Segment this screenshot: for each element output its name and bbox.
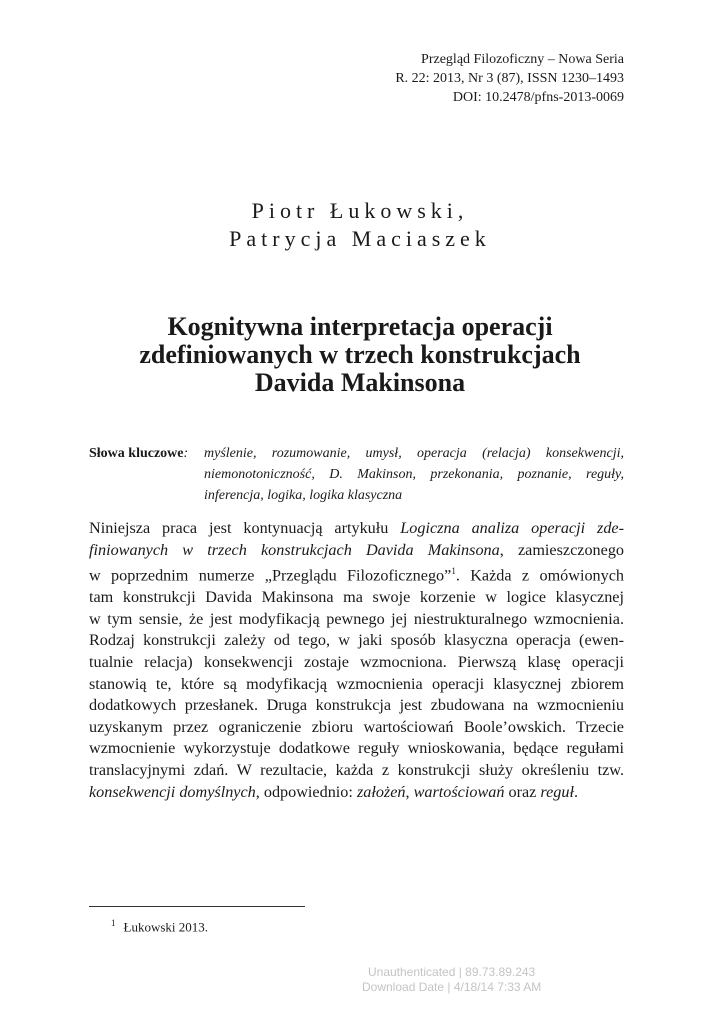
abstract-paragraph (89, 518, 624, 803)
body-line (89, 518, 624, 540)
body-text-segment: , (405, 782, 414, 801)
body-line (89, 540, 624, 562)
body-text-segment: , odpowiednio: (255, 782, 357, 801)
body-text-segment: Niniejsza praca jest kontynuacją artykułu (89, 519, 389, 537)
body-line: translacyjnymi zdań. W rezultacie, każda z konstrukcji służy określeniu tzw. (89, 760, 624, 779)
watermark-line-1: Unauthenticated | 89.73.89.243 (367, 965, 536, 979)
keywords-text: myślenie, rozumowanie, umysł, operacja (relacja) konsekwencji, niemonotoniczność, D. Makinson, przekonania, poznanie, reguły, inferencja, logika, logika klasyczna (204, 446, 624, 503)
paper-title (70, 313, 650, 397)
keywords-colon: : (183, 446, 189, 461)
author-2: Patrycja Maciaszek (229, 226, 491, 251)
footnote (111, 915, 208, 935)
italic-term: reguł (540, 782, 574, 801)
italic-term: wartościowań (413, 782, 505, 801)
author-1: Piotr Łukowski, (251, 198, 469, 223)
download-watermark (362, 965, 541, 995)
body-text-segment: oraz (504, 782, 541, 801)
keywords-label (89, 443, 188, 464)
body-line: tam konstrukcji Davida Makinsona ma swoje korzenie w logice klasycznej (89, 588, 624, 607)
journal-doi: DOI: 10.2478/pfns-2013-0069 (452, 90, 624, 105)
body-line: w tym sensie, że jest modyfikacją pewnego jej niestrukturalnego wzmocnienia. (89, 609, 624, 628)
body-text-segment: w poprzednim numerze „Przeglądu Filozoficznego” (89, 566, 452, 585)
cited-title: finiowanych w trzech konstrukcjach Davida Makinsona (89, 540, 500, 559)
watermark-line-2: Download Date | 4/18/14 7:33 AM (362, 980, 542, 994)
body-line (89, 561, 624, 587)
body-line (89, 782, 624, 804)
italic-term: założeń (356, 782, 406, 801)
cited-title: Logiczna analiza operacji zde- (400, 519, 624, 537)
body-line: Rodzaj konstrukcji zależy od tego, w jaki sposób klasyczna operacja (ewen- (89, 631, 624, 650)
authors (0, 197, 720, 253)
footnote-divider (89, 906, 305, 907)
italic-term: konsekwencji domyślnych (89, 782, 256, 801)
body-text-segment: . Każda z omówionych (455, 566, 624, 585)
footnote-text: Łukowski 2013. (123, 919, 208, 935)
footnote-number: 1 (111, 918, 116, 928)
body-text-segment: , zamieszczonego (499, 540, 625, 559)
keywords-label-text: Słowa kluczowe (89, 446, 184, 461)
title-line-3: Davida Makinsona (254, 368, 466, 397)
title-line-1: Kognitywna interpretacja operacji (167, 312, 553, 341)
body-line: stanowią te, które są modyfikacją wzmocnienia operacji klasycznej zbiorem (89, 674, 624, 693)
journal-name: Przegląd Filozoficzny – Nowa Seria (421, 52, 624, 67)
body-line: dodatkowych przesłanek. Druga konstrukcja jest zbudowana na wzmocnieniu (89, 696, 624, 715)
journal-header (395, 50, 624, 107)
body-line: uzyskanym przez ograniczenie zbioru wartościowań Boole’owskich. Trzecie (89, 717, 624, 736)
body-line: wzmocnienie wykorzystuje dodatkowe reguły wnioskowania, będące regułami (89, 739, 624, 758)
keywords-block (89, 443, 624, 506)
footnote-ref[interactable]: 1 (451, 566, 456, 577)
title-line-2: zdefiniowanych w trzech konstrukcjach (139, 340, 581, 369)
body-text-segment: . (573, 782, 579, 801)
body-line: tualnie relacja) konsekwencji zostaje wzmocniona. Pierwszą klasę operacji (89, 652, 624, 671)
journal-issue: R. 22: 2013, Nr 3 (87), ISSN 1230–1493 (395, 71, 624, 86)
